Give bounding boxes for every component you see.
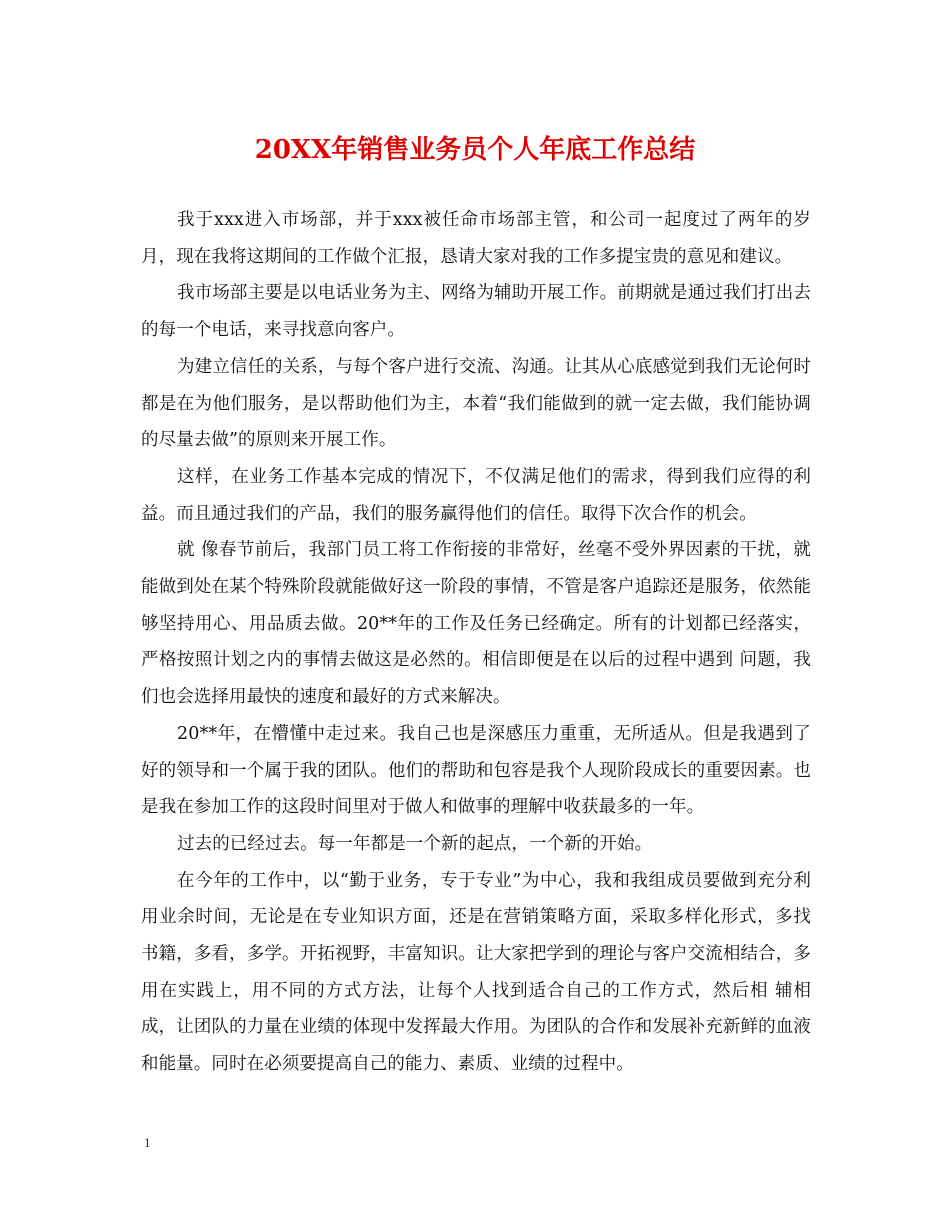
paragraph: 我于xxx进入市场部，并于xxx被任命市场部主管，和公司一起度过了两年的岁月，现在我将这期间的工作做个汇报，恳请大家对我的工作多提宝贵的意见和建议。 (141, 210, 811, 267)
page-number: 1 (144, 1135, 151, 1150)
paragraph: 过去的已经过去。每一年都是一个新的起点，一个新的开始。 (177, 833, 653, 854)
paragraph: 在今年的工作中，以“勤于业务，专于专业”为中心，我和我组成员要做到充分利用业余时间，无论是在专业知识方面，还是在营销策略方面，采取多样化形式，多找 书籍，多看，多学。开拓视野，丰富知识。让大家把学到的理论与客户交流相结合，多用在实践上，用不同的方式方法，让每个人找到适合自己的工作方式，然后相 辅相成，让团队的力量在业绩的体现中发挥最大作用。为团队的合作和发展补充新鲜的血液和能量。同时在必须要提高自己的能力、素质、业绩的过程中。 (141, 870, 811, 1075)
paragraph: 这样，在业务工作基本完成的情况下，不仅满足他们的需求，得到我们应得的利益。而且通过我们的产品，我们的服务赢得他们的信任。取得下次合作的机会。 (141, 466, 811, 524)
document-body (141, 202, 811, 1083)
document-title: 20XX年销售业务员个人年底工作总结 (254, 135, 696, 165)
paragraph: 为建立信任的关系，与每个客户进行交流、沟通。让其从心底感觉到我们无论何时都是在为他们服务，是以帮助他们为主，本着“我们能做到的就一定去做，我们能协调的尽量去做”的原则来开展工作。 (141, 356, 811, 451)
paragraph: 我市场部主要是以电话业务为主、网络为辅助开展工作。前期就是通过我们打出去的每一个电话，来寻找意向客户。 (141, 283, 811, 341)
paragraph: 就 像春节前后，我部门员工将工作衔接的非常好，丝毫不受外界因素的干扰，就能做到处在某个特殊阶段就能做好这一阶段的事情，不管是客户追踪还是服务，依然能 够坚持用心、用品质去做。20**年的工作及任务已经确定。所有的计划都已经落实，严格按照计划之内的事情去做这是必然的。相信即便是在以后的过程中遇到 问题，我们也会选择用最快的速度和最好的方式来解决。 (141, 540, 811, 708)
paragraph: 20**年，在懵懂中走过来。我自己也是深感压力重重，无所适从。但是我遇到了好的领导和一个属于我的团队。他们的帮助和包容是我个人现阶段成长的重要因素。也是我在参加工作的这段时间里对于做人和做事的理解中收获最多的一年。 (141, 723, 811, 818)
